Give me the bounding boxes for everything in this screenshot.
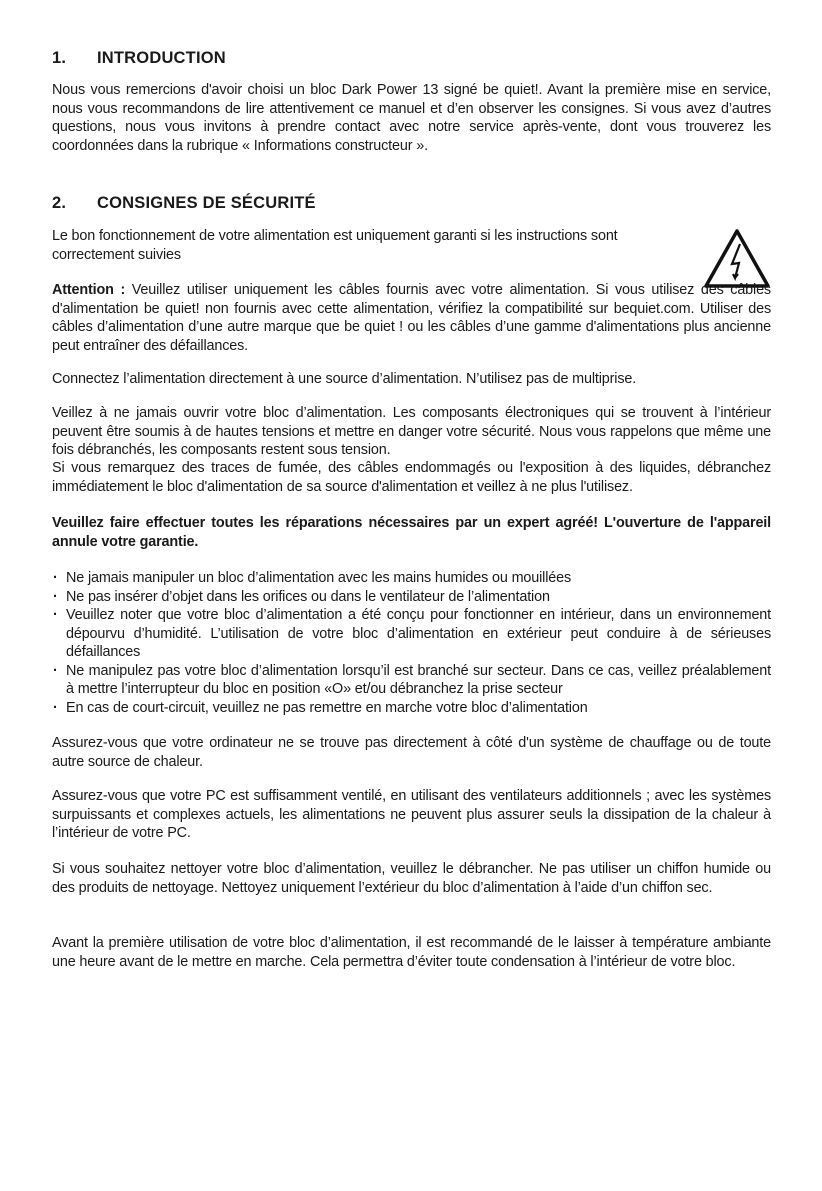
list-item: · Ne pas insérer d’objet dans les orifices ou dans le ventilateur de l’alimentation [52,588,771,607]
first-use-paragraph: Avant la première utilisation de votre bloc d’alimentation, il est recommandé de le laisser à température ambiante une heure avant de le mettre en marche. Cela permettra d’éviter toute condensation à l’intérieur de votre bloc. [52,935,771,970]
safety-bullet-list [52,569,771,717]
section-1-heading: 1. INTRODUCTION [52,49,226,67]
repair-warning: Veuillez faire effectuer toutes les réparations nécessaires par un expert agréé! L'ouverture de l'appareil annule votre garantie. [52,515,771,550]
list-item: · Ne jamais manipuler un bloc d’alimentation avec les mains humides ou mouillées [52,569,771,588]
section-2-heading: 2. CONSIGNES DE SÉCURITÉ [52,194,316,212]
attention-paragraph: Attention : Veuillez utiliser uniquement les câbles fournis avec votre alimentation. Si vous utilisez des câbles d'alimentation be quiet! non fournis avec cette alimentation, vérifiez la compatibilité sur bequiet.com. Utiliser des câbles d’alimentation d’une autre marque que be quiet ! ou les câbles d’une gamme d'alimentations plus ancienne peut entraîner des défaillances. [52,282,771,354]
list-item: · Veuillez noter que votre bloc d’alimentation a été conçu pour fonctionner en intérieur, dans un environnement dépourvu d’humidité. L’utilisation de votre bloc d’alimentation en extérieur peut conduire à de sérieuses défaillances [52,606,771,662]
intro-paragraph: Nous vous remercions d'avoir choisi un bloc Dark Power 13 signé be quiet!. Avant la première mise en service, nous vous recommandons de lire attentivement ce manuel et d’en observer les consignes. Si vous avez d’autres questions, nous vous invitons à prendre contact avec notre service après-vente, dont vous trouverez les coordonnées dans la rubrique « Informations constructeur ». [52,82,771,154]
list-item: · En cas de court-circuit, veuillez ne pas remettre en marche votre bloc d’alimentation [52,699,771,718]
smoke-paragraph: Si vous remarquez des traces de fumée, des câbles endommagés ou l'exposition à des liquides, débranchez immédiatement le bloc d'alimentation de sa source d'alimentation et veillez à ne plus l'utilisez. [52,460,771,495]
ventilation-paragraph: Assurez-vous que votre PC est suffisamment ventilé, en utilisant des ventilateurs additionnels ; avec les systèmes surpuissants et complexes actuels, les alimentations ne peuvent plus assurer seuls la dissipation de la chaleur à l’intérieur de votre PC. [52,788,771,841]
list-item: · Ne manipulez pas votre bloc d’alimentation lorsqu’il est branché sur secteur. Dans ce cas, veillez préalablement à mettre l’interrupteur du bloc en position «O» et/ou débranchez la prise secteur [52,662,771,699]
safety-intro: Le bon fonctionnement de votre alimentation est uniquement garanti si les instructions sont correctement suivies [52,228,618,263]
open-paragraph: Veillez à ne jamais ouvrir votre bloc d’alimentation. Les composants électroniques qui se trouvent à l’intérieur peuvent être soumis à de hautes tensions et mettre en danger votre sécurité. Nous vous rappelons que même une fois débranchés, les composants restent sous tension. [52,405,771,458]
heat-paragraph: Assurez-vous que votre ordinateur ne se trouve pas directement à côté d'un système de chauffage ou de toute autre source de chaleur. [52,735,771,770]
cleaning-paragraph: Si vous souhaitez nettoyer votre bloc d’alimentation, veuillez le débrancher. Ne pas utiliser un chiffon humide ou des produits de nettoyage. Nettoyez uniquement l’extérieur du bloc d’alimentation à l’aide d’un chiffon sec. [52,861,771,896]
connect-paragraph: Connectez l’alimentation directement à une source d’alimentation. N’utilisez pas de multiprise. [52,371,637,387]
